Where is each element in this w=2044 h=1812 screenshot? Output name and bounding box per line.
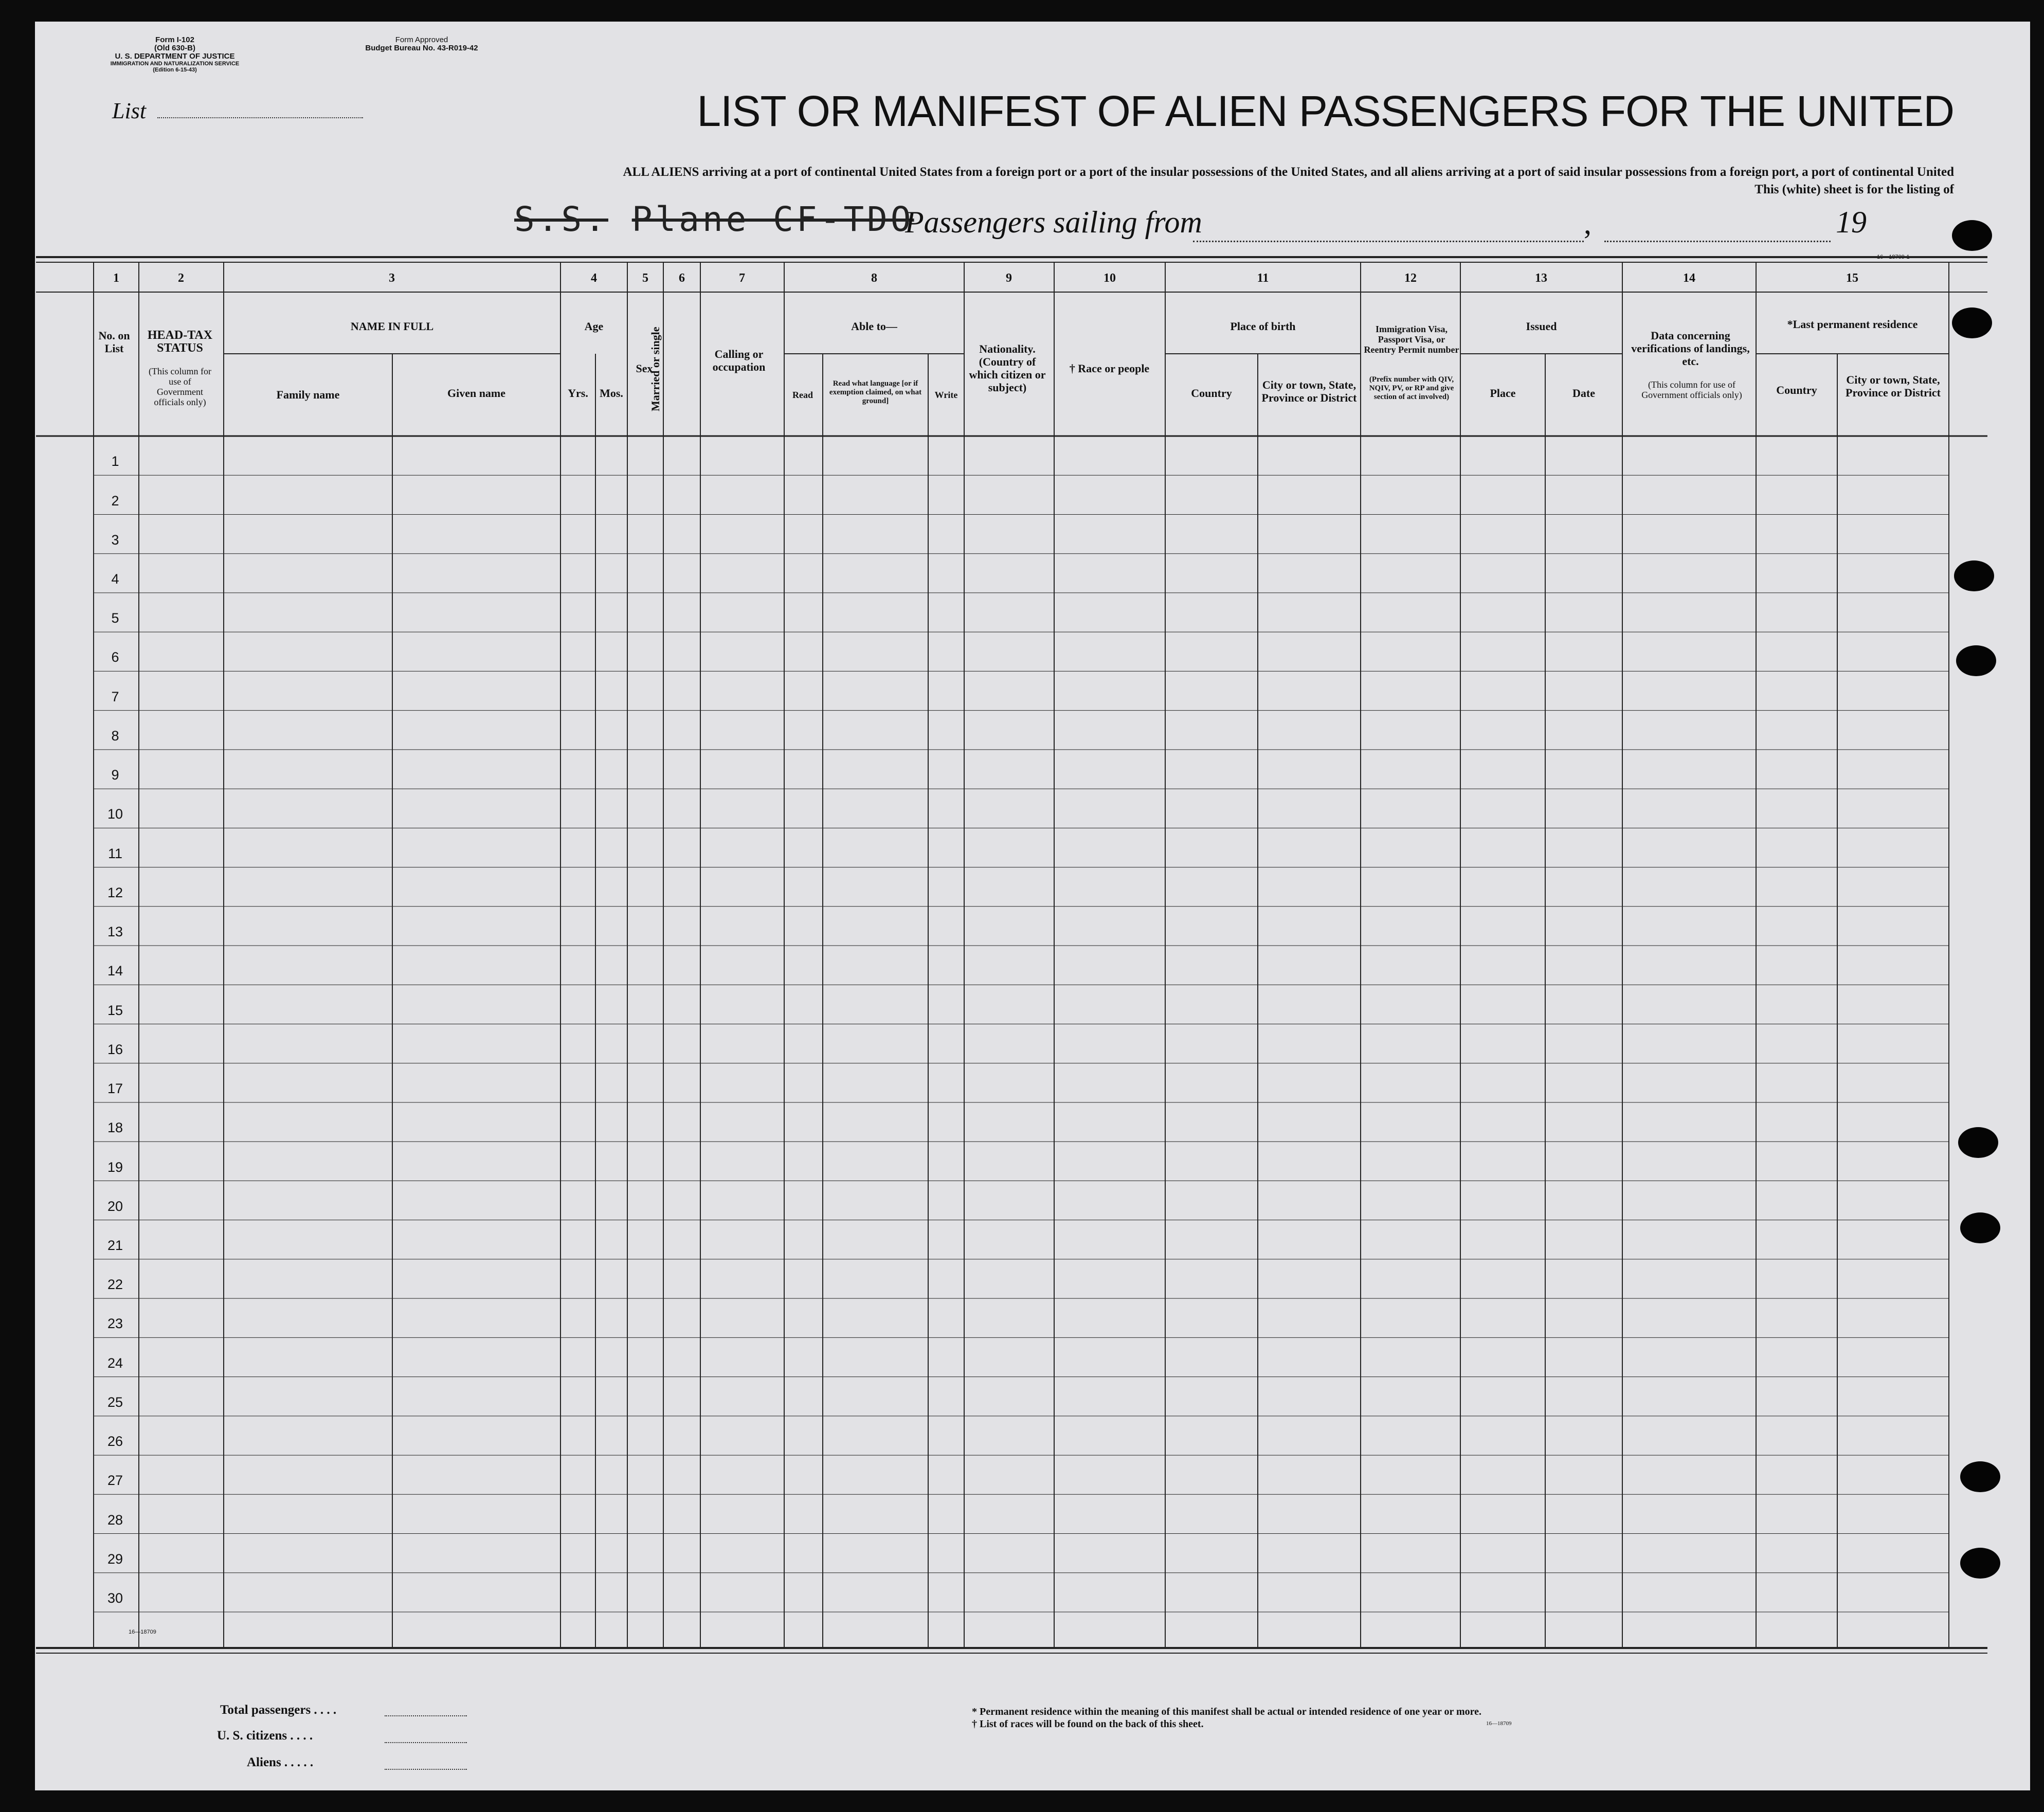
row-number: 15 — [107, 1002, 123, 1018]
row-number: 30 — [107, 1590, 123, 1606]
ss-handwritten: Plane CF-TDO — [631, 200, 914, 239]
row-number: 24 — [107, 1355, 123, 1371]
row-number: 2 — [111, 493, 119, 509]
ss-printed: S.S. — [514, 200, 608, 239]
header-no-on-list: No. on List — [98, 329, 130, 355]
column-number: 2 — [178, 271, 184, 285]
row-number: 13 — [107, 924, 123, 940]
row-number: 17 — [107, 1081, 123, 1097]
row-number: 11 — [107, 845, 123, 861]
header-issued-date: Date — [1572, 387, 1595, 400]
row-number: 28 — [107, 1512, 123, 1528]
column-number: 10 — [1104, 271, 1116, 285]
bureau-text: Budget Bureau No. 43-R019-42 — [365, 44, 478, 52]
note-races: † List of races will be found on the back of this sheet. — [972, 1718, 1204, 1730]
header-age: Age — [584, 320, 604, 333]
header-race: † Race or people — [1069, 362, 1150, 375]
approved-text: Form Approved — [395, 35, 448, 44]
total-passengers-field[interactable] — [385, 1715, 467, 1716]
row-number: 29 — [107, 1551, 123, 1567]
form-old: (Old 630-B) — [154, 44, 195, 52]
row-number: 5 — [111, 610, 119, 626]
header-sex: Sex — [636, 362, 653, 375]
department: U. S. DEPARTMENT OF JUSTICE — [115, 52, 235, 61]
column-number: 15 — [1846, 271, 1858, 285]
header-given-name: Given name — [447, 387, 506, 400]
punch-hole — [1952, 307, 1992, 338]
header-calling: Calling or occupation — [712, 348, 766, 373]
header-head-tax: HEAD-TAX STATUS — [147, 329, 213, 355]
header-mos: Mos. — [600, 387, 623, 400]
row-number: 21 — [107, 1237, 123, 1253]
row-number: 23 — [107, 1316, 123, 1332]
us-citizens-label: U. S. citizens . . . . — [217, 1729, 313, 1743]
column-number: 14 — [1683, 271, 1695, 285]
row-number: 20 — [107, 1198, 123, 1214]
column-number: 3 — [389, 271, 395, 285]
edition: (Edition 6-15-43) — [153, 67, 197, 73]
row-number: 26 — [107, 1434, 123, 1449]
row-number: 7 — [111, 688, 119, 704]
aliens-field[interactable] — [385, 1769, 467, 1770]
row-number: 25 — [107, 1394, 123, 1410]
punch-hole — [1960, 1212, 2000, 1243]
header-write: Write — [934, 390, 958, 400]
column-number: 6 — [679, 271, 685, 285]
header-married: Married or single — [649, 327, 662, 411]
column-number: 4 — [591, 271, 597, 285]
header-place-of-birth: Place of birth — [1230, 320, 1296, 333]
page-title: LIST OR MANIFEST OF ALIEN PASSENGERS FOR THE UNITED — [697, 87, 1954, 135]
punch-hole — [1956, 645, 1996, 676]
header-yrs: Yrs. — [568, 387, 588, 400]
sailing-label: Passengers sailing from — [905, 205, 1202, 239]
comma: , — [1584, 206, 1591, 240]
header-issued: Issued — [1526, 320, 1557, 333]
row-number: 12 — [107, 884, 123, 900]
header-visa: Immigration Visa, Passport Visa, or Reentry Permit number — [1364, 324, 1459, 355]
header-family-name: Family name — [276, 388, 340, 401]
punch-hole — [1958, 1127, 1998, 1158]
row-number: 10 — [107, 806, 123, 822]
header-last-residence: *Last permanent residence — [1787, 318, 1918, 331]
service: IMMIGRATION AND NATURALIZATION SERVICE — [110, 61, 240, 67]
header-data-concerning: Data concerning verifications of landings, etc. — [1631, 329, 1750, 368]
total-passengers-label: Total passengers . . . . — [220, 1703, 337, 1717]
column-number: 12 — [1404, 271, 1417, 285]
header-visa-note: (Prefix number with QIV, NQIV, PV, or RP and give section of act involved) — [1369, 375, 1454, 401]
row-number: 8 — [111, 728, 119, 744]
header-residence-country: Country — [1776, 384, 1817, 396]
us-citizens-field[interactable] — [385, 1742, 467, 1743]
column-number: 13 — [1535, 271, 1547, 285]
subtitle-line-2: This (white) sheet is for the listing of — [1754, 183, 1954, 196]
column-number: 7 — [739, 271, 745, 285]
header-name-in-full: NAME IN FULL — [350, 320, 434, 333]
column-number: 1 — [113, 271, 119, 285]
header-read-language: Read what language [or if exemption claimed, on what ground] — [829, 379, 922, 405]
row-number: 4 — [111, 571, 119, 587]
header-data-note: (This column for use of Government officials only) — [1641, 379, 1742, 400]
row-number: 1 — [111, 454, 119, 469]
row-number: 22 — [107, 1277, 123, 1293]
row-number: 9 — [111, 767, 119, 783]
punch-hole — [1952, 220, 1992, 251]
row-number: 14 — [107, 963, 123, 979]
year-field[interactable]: 19 — [1836, 205, 1867, 239]
aliens-label: Aliens . . . . . — [247, 1755, 314, 1769]
list-label: List — [112, 98, 147, 123]
row-number: 6 — [111, 649, 119, 665]
form-id: Form I-102 — [155, 35, 194, 44]
punch-hole — [1960, 1461, 2000, 1492]
punch-hole — [1954, 560, 1994, 591]
punch-hole — [1960, 1548, 2000, 1579]
row-number: 18 — [107, 1120, 123, 1136]
column-number: 8 — [871, 271, 877, 285]
row-number: 16 — [107, 1041, 123, 1057]
row-number: 19 — [107, 1159, 123, 1175]
header-birth-country: Country — [1191, 387, 1232, 400]
header-residence-city: City or town, State, Province or District — [1846, 373, 1941, 399]
header-birth-city: City or town, State, Province or District — [1261, 378, 1357, 404]
bottom-code: 16—18709 — [129, 1629, 156, 1635]
row-number: 3 — [111, 532, 119, 548]
corner-code: 16—18709-1 — [1877, 254, 1910, 260]
header-issued-place: Place — [1490, 387, 1516, 400]
row-number: 27 — [107, 1473, 123, 1489]
header-read: Read — [792, 390, 813, 400]
note-code: 16—18709 — [1486, 1720, 1512, 1727]
header-able-to: Able to— — [851, 320, 897, 333]
header-nationality: Nationality. (Country of which citizen or subject) — [969, 342, 1046, 394]
column-number: 5 — [642, 271, 648, 285]
column-number: 9 — [1006, 271, 1012, 285]
note-residence: * Permanent residence within the meaning of this manifest shall be actual or intended residence of one year or more. — [972, 1706, 1482, 1717]
header-head-tax-note: (This column for use of Government officials only) — [149, 366, 211, 407]
column-number: 11 — [1257, 271, 1269, 285]
subtitle-line-1: ALL ALIENS arriving at a port of continental United States from a foreign port or a port of the insular possessions of the United States, and all aliens arriving at a port of said insular possessions from a foreign port, a port of continental United — [623, 165, 1954, 179]
